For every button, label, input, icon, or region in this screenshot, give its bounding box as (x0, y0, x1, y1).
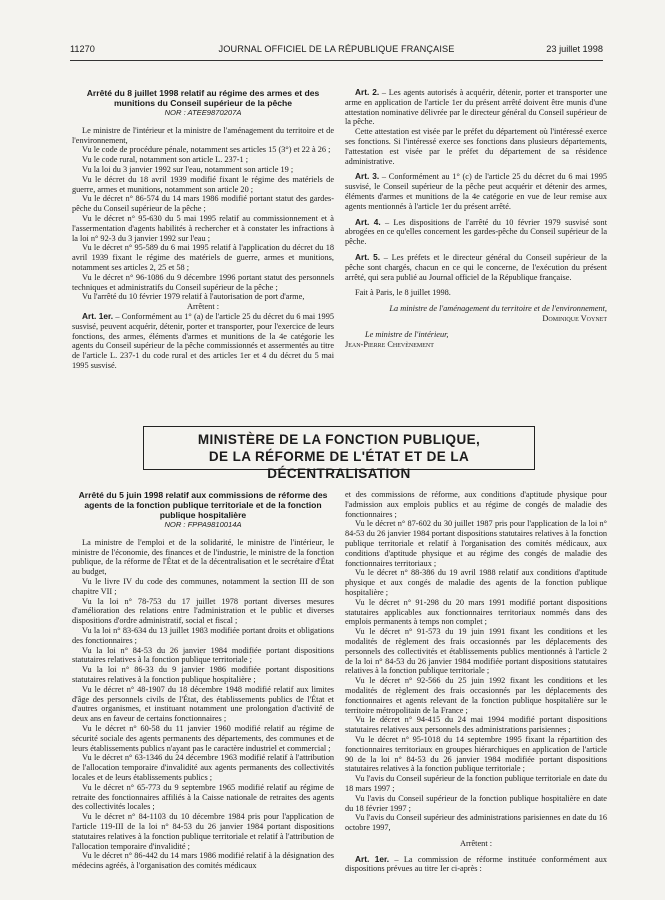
decree1-title: Arrêté du 8 juillet 1998 relatif au régime des armes et des munitions du Conseil supérieur de la pêche (86, 88, 320, 108)
article-label: Art. 1er. (82, 310, 114, 321)
decree2-visa: Vu la loi n° 86-33 du 9 janvier 1986 modifiée portant dispositions statutaires relatives à la fonction publique hospitalière ; (72, 665, 334, 684)
decree2-visa: et des commissions de réforme, aux conditions d'aptitude physique pour l'admission aux emplois publics et au régime de congés de maladie des fonctionnaires ; (345, 490, 607, 519)
decree2-left-column (72, 490, 334, 871)
article-text: – La commission de réforme instituée conformément aux dispositions prévues au titre Ier ci-après : (345, 854, 608, 874)
decree1-article-5 (345, 253, 607, 282)
article-label: Art. 3. (355, 171, 380, 182)
decree2-visa: Vu le décret n° 94-415 du 24 mai 1994 modifié portant dispositions statutaires relatives aux personnels des administrations parisiennes ; (345, 715, 607, 735)
article-text: – Conformément au 1° (c) de l'article 25 du décret du 6 mai 1995 susvisé, le Conseil supérieur de la pêche peut acquérir et détenir des armes, éléments d'armes et munitions de la 4e catégorie en vue de leur remise aux agents mentionnés à l'article 1er du présent arrêté. (345, 172, 607, 211)
decree2-visa: Vu le décret n° 60-58 du 11 janvier 1960 modifié relatif au régime de sécurité sociale des agents permanents des départements, des communes et de leurs établissements publics n'ayant pas le caractère industriel et commercial ; (72, 723, 334, 753)
decree1-left-column (72, 88, 334, 371)
article-text: – Les agents autorisés à acquérir, détenir, porter et transporter une arme en application de l'article 1er du présent arrêté doivent être munis d'une attestation nominative délivrée par le directeur général du Conseil supérieur de la pêche. (345, 88, 608, 127)
decree2-arretent: Arrêtent : (459, 838, 493, 848)
decree1-article-1 (72, 312, 334, 371)
decree1-article-2-cont: Cette attestation est visée par le préfet du département où l'intéressé exerce ses fonctions. Si l'intéressé exerce ses fonctions dans plusieurs départements, l'attestation est visée par le préfet du département de sa résidence administrative. (345, 127, 607, 166)
signatory-role: La ministre de l'aménagement du territoire et de l'environnement, (389, 304, 607, 314)
decree1-arretent: Arrêtent : (186, 302, 220, 312)
article-label: Art. 2. (355, 87, 380, 97)
decree2-visa: Vu la loi n° 78-753 du 17 juillet 1978 portant diverses mesures d'amélioration des relations entre l'administration et le public et diverses dispositions d'ordre administratif, social et fiscal ; (72, 596, 334, 626)
decree2-title: Arrêté du 5 juin 1998 relatif aux commissions de réforme des agents de la fonction publique territoriale et de la fonction publique hospitalière (78, 490, 328, 520)
decree2-visa: Vu l'avis du Conseil supérieur de la fonction publique hospitalière en date du 18 février 1997 ; (345, 793, 607, 813)
decree1-visa: Le ministre de l'intérieur et la ministre de l'aménagement du territoire et de l'environnement, (72, 125, 334, 145)
decree2-right-column (345, 490, 607, 874)
decree1-visa: Vu le décret n° 86-574 du 14 mars 1986 modifié portant statut des gardes-pêche du Conseil supérieur de la pêche ; (72, 194, 334, 214)
decree1-nor: NOR : ATEE9870207A (164, 108, 242, 117)
decree2-visa: Vu le décret n° 63-1346 du 24 décembre 1963 modifié relatif à l'attribution de l'allocation temporaire d'invalidité aux agents permanents des collectivités locales et de leurs établissements publics ; (72, 753, 334, 782)
decree2-visa: Vu le décret n° 87-602 du 30 juillet 1987 pris pour l'application de la loi n° 84-53 du 26 janvier 1984 portant dispositions statutaires relatives à la fonction publique territoriale et relatif à l'organisation des comités médicaux, aux conditions d'aptitude physique et au régime des congés de maladie des fonctionnaires territoriaux ; (345, 519, 607, 568)
decree2-visa: Vu le décret n° 95-1018 du 14 septembre 1995 fixant la répartition des fonctionnaires territoriaux en groupes hiérarchiques en application de l'article 90 de la loi n° 84-53 du 26 janvier 1984 modifiée portant dispositions statutaires relatives à la fonction publique territoriale ; (345, 734, 607, 774)
decree1-visa: Vu le décret n° 95-630 du 5 mai 1995 relatif au commissionnement et à l'assermentation d'agents habilités à rechercher et à constater les infractions à la loi n° 92-3 du 3 janvier 1992 sur l'eau ; (72, 213, 334, 243)
decree1-visa: Vu le décret du 18 avril 1939 modifié fixant le régime des matériels de guerre, armes et munitions, notamment son article 20 ; (72, 174, 334, 194)
ministry-line-2: DE LA RÉFORME DE L'ÉTAT ET DE LA DÉCENTRALISATION (208, 449, 470, 481)
header-rule (70, 60, 603, 61)
article-text: – Conformément au 1° (a) de l'article 25 du décret du 6 mai 1995 susvisé, peuvent acquérir, détenir, porter et transporter, pour l'exercice de leurs fonctions, des armes, éléments d'armes et munitions de la 4e catégorie les agents du Conseil supérieur de la pêche commissionnés et assermentés au titre de l'article L. 237-1 du code rural et des articles 1er et 4 du décret du 5 mai 1995 susvisé. (72, 311, 335, 370)
decree1-right-column (345, 88, 607, 349)
decree1-visa: Vu l'arrêté du 10 février 1979 relatif à l'autorisation de port d'arme, (82, 292, 305, 302)
article-text: – Les préfets et le directeur général du Conseil supérieur de la pêche sont chargés, chacun en ce qui le concerne, de l'exécution du présent arrêté, qui sera publié au Journal officiel de la République française. (345, 252, 607, 282)
decree2-visa: Vu le décret n° 65-773 du 9 septembre 1965 modifié relatif au régime de retraite des fonctionnaires affiliés à la Caisse nationale de retraites des agents des collectivités locales ; (72, 782, 334, 812)
signatory-name: Dominique Voynet (542, 313, 607, 323)
decree1-visa: Vu le décret n° 95-589 du 6 mai 1995 relatif à l'application du décret du 18 avril 1939 fixant le régime des matériels de guerre, armes et munitions, notamment ses articles 2, 25 et 58 ; (72, 243, 334, 272)
decree2-visa: Vu le décret n° 86-442 du 14 mars 1986 modifié relatif à la désignation des médecins agréés, à l'organisation des comités médicaux (72, 851, 334, 871)
decree1-done-at: Fait à Paris, le 8 juillet 1998. (355, 288, 451, 298)
decree2-visa: Vu le décret n° 84-1103 du 10 décembre 1984 pris pour l'application de l'article 119-III de la loi n° 84-53 du 26 janvier 1984 portant dispositions statutaires relatives à la fonction publique territoriale et relatif à l'attribution de l'allocation temporaire d'invalidité ; (72, 812, 334, 851)
decree2-visa: Vu le décret n° 91-573 du 19 juin 1991 fixant les conditions et les modalités de règlement des frais occasionnés par les déplacements des personnels des collectivités et établissements publics mentionnés à l'article 2 de la loi n° 84-53 du 26 janvier 1984 modifiée portant dispositions statutaires relatives à la fonction publique territoriale ; (345, 627, 607, 676)
decree2-nor: NOR : FPPA9810014A (164, 520, 242, 529)
decree2-visa: Vu le décret n° 91-298 du 20 mars 1991 modifié portant dispositions statutaires applicables aux fonctionnaires territoriaux nommés dans des emplois permanents à temps non complet ; (345, 597, 607, 627)
decree2-visa: Vu la loi n° 84-53 du 26 janvier 1984 modifiée portant dispositions statutaires relatives à la fonction publique territoriale ; (72, 645, 334, 665)
decree1-visa: Vu le code rural, notamment son article L. 237-1 ; (82, 155, 249, 165)
ministry-heading-box (143, 426, 535, 481)
decree2-article-1 (345, 855, 607, 875)
signatory-name: Jean-Pierre Chevènement (345, 339, 434, 349)
decree1-article-3 (345, 172, 607, 211)
decree2-visa: Vu le décret n° 92-566 du 25 juin 1992 fixant les conditions et les modalités de règlement des frais occasionnés par les déplacements des fonctionnaires et agents relevant de la fonction publique hospitalière sur le territoire métropolitain de la France ; (345, 676, 607, 715)
article-text: – Les dispositions de l'arrêté du 10 février 1979 susvisé sont abrogées en ce qu'elles concernent les gardes-pêche du Conseil supérieur de la pêche. (345, 217, 608, 247)
decree1-visa: Vu le décret n° 96-1086 du 9 décembre 1996 portant statut des personnels techniques et administratifs du Conseil supérieur de la pêche ; (72, 272, 334, 292)
article-label: Art. 1er. (355, 853, 390, 864)
journal-title: JOURNAL OFFICIEL DE LA RÉPUBLIQUE FRANÇAISE (218, 44, 455, 54)
article-label: Art. 4. (355, 216, 381, 227)
decree1-article-2 (345, 88, 607, 127)
decree1-article-4 (345, 218, 607, 247)
decree2-visa: Vu l'avis du Conseil supérieur de la fonction publique territoriale en date du 18 mars 1997 ; (345, 774, 607, 793)
decree2-visa: Vu le livre IV du code des communes, notamment la section III de son chapitre VII ; (72, 576, 334, 596)
article-label: Art. 5. (355, 251, 381, 262)
decree2-visa: Vu l'avis du Conseil supérieur des administrations parisiennes en date du 16 octobre 1997, (345, 813, 607, 833)
decree1-visa: Vu la loi du 3 janvier 1992 sur l'eau, notamment son article 19 ; (82, 164, 294, 174)
issue-date: 23 juillet 1998 (546, 44, 603, 54)
decree2-visa: Vu le décret n° 48-1907 du 18 décembre 1948 modifié relatif aux limites d'âge des personnels civils de l'État, des établissements publics de l'État et d'autres organismes, et instituant notamment une prolongation d'activité de deux ans en faveur de certains fonctionnaires ; (72, 684, 334, 724)
ministry-line-1: MINISTÈRE DE LA FONCTION PUBLIQUE, (197, 432, 481, 447)
signatory-role: Le ministre de l'intérieur, (365, 329, 449, 339)
decree1-visa: Vu le code de procédure pénale, notamment ses articles 15 (3°) et 22 à 26 ; (82, 145, 331, 155)
decree2-visa: La ministre de l'emploi et de la solidarité, le ministre de l'intérieur, le ministre de l'économie, des finances et de l'industrie, le ministre de la fonction publique, de la réforme de l'État et de la décentralisation et le secrétaire d'État au budget, (72, 537, 334, 577)
page-header (70, 44, 603, 58)
page-number: 11270 (70, 44, 95, 54)
decree2-visa: Vu le décret n° 88-386 du 19 avril 1988 relatif aux conditions d'aptitude physique et aux congés de maladie des agents de la fonction publique hospitalière ; (345, 568, 607, 597)
decree2-visa: Vu la loi n° 83-634 du 13 juillet 1983 modifiée portant droits et obligations des fonctionnaires ; (72, 625, 334, 645)
